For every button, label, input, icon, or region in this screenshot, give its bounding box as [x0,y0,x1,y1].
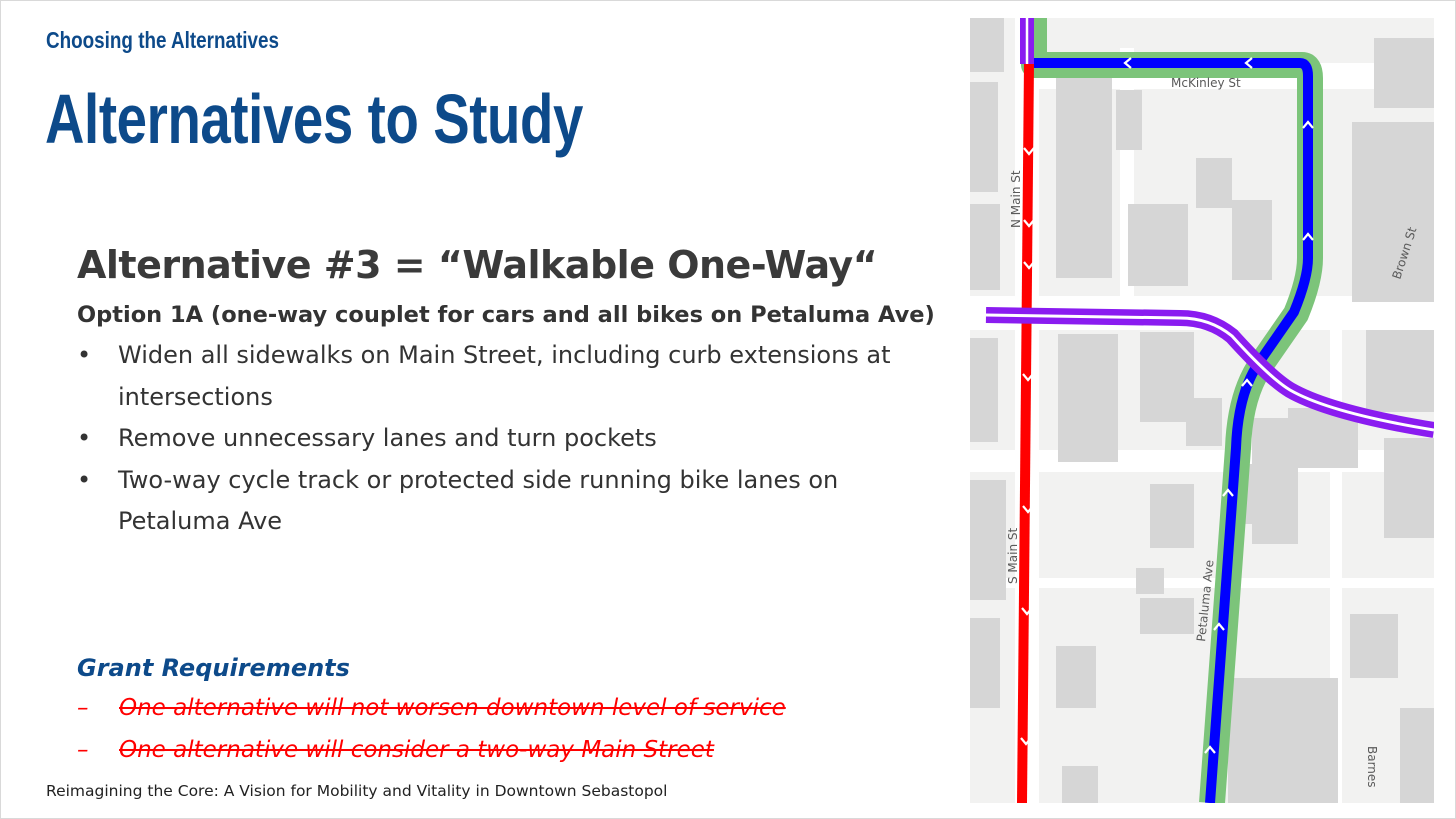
bullet-glyph: • [77,341,92,369]
option-subheading: Option 1A (one-way couplet for cars and all bikes on Petaluma Ave) [77,302,935,328]
bullet-text: Widen all sidewalks on Main Street, including curb extensions at intersections [118,341,891,411]
footer-text: Reimagining the Core: A Vision for Mobility and Vitality in Downtown Sebastopol [46,782,668,800]
bullet-item [77,418,938,460]
bullet-item [77,335,938,418]
street-label-mckinley: McKinley St [1171,76,1241,90]
bullet-text: Remove unnecessary lanes and turn pockets [118,424,657,452]
bullet-glyph: • [77,424,92,452]
grant-item-text: One alternative will not worsen downtown level of service [119,695,786,721]
section-kicker: Choosing the Alternatives [46,27,279,53]
bullet-list [77,335,947,543]
alternative-content [77,239,947,543]
grant-item [77,729,947,771]
grant-item-text: One alternative will consider a two-way Main Street [119,737,714,763]
slide-title: Alternatives to Study [45,80,583,158]
grant-dash: – [77,695,89,721]
alternative-heading: Alternative #3 = “Walkable One-Way“ [77,243,878,287]
main-street-route [1022,63,1029,803]
street-label-brown: Brown St [1389,225,1420,281]
route-map [970,18,1434,803]
street-label-n-main: N Main St [1009,170,1023,228]
grant-item [77,687,947,729]
street-label-barnes: Barnes [1365,746,1379,788]
bullet-text: Two-way cycle track or protected side running bike lanes on Petaluma Ave [118,465,839,535]
street-label-petaluma: Petaluma Ave [1194,559,1217,643]
map-graphic [970,18,1434,803]
grant-dash: – [77,737,89,763]
bullet-item [77,460,938,543]
grant-requirements [77,649,947,771]
bullet-glyph: • [77,465,92,494]
grant-title: Grant Requirements [77,654,350,682]
street-label-s-main: S Main St [1006,527,1020,584]
